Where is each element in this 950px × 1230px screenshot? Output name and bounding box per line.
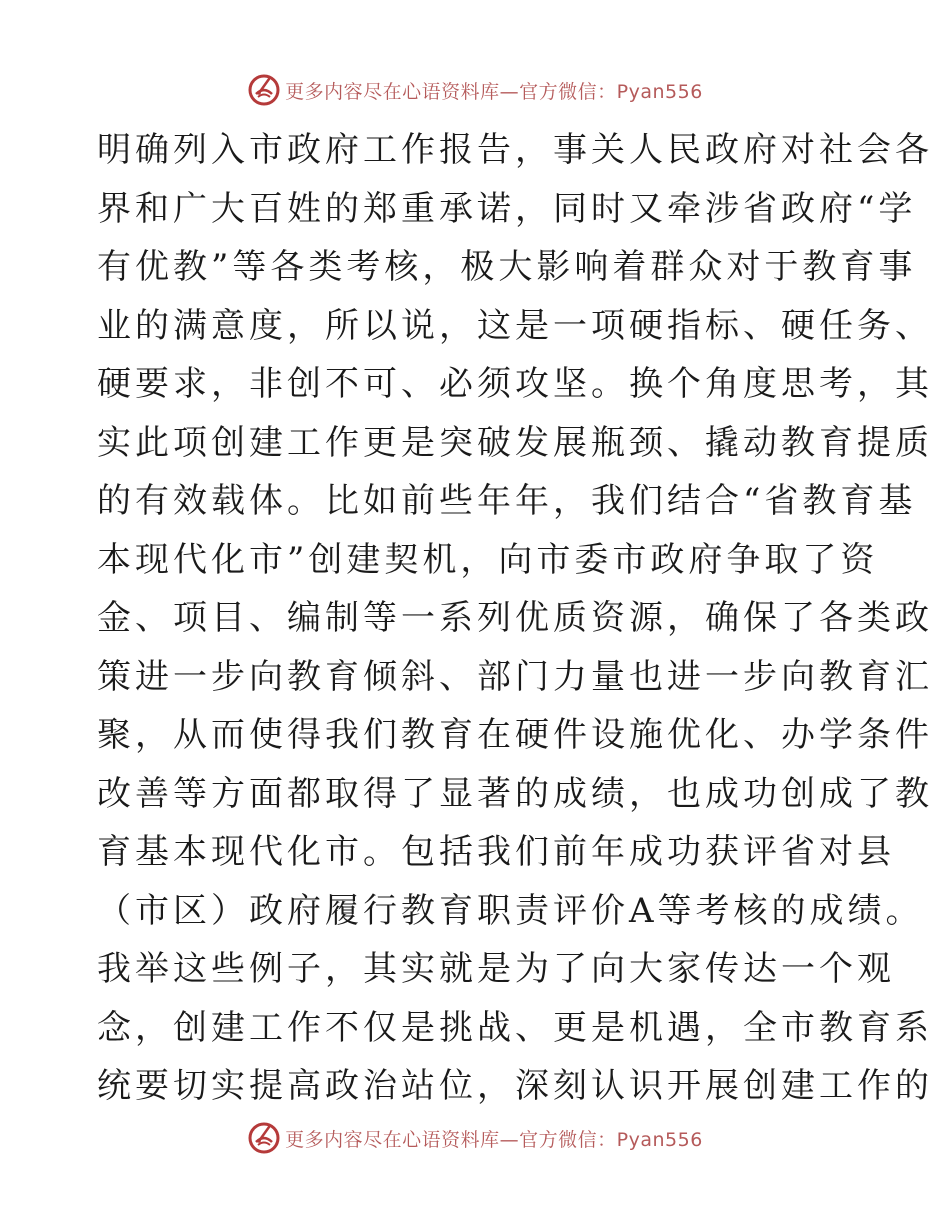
- text-line: 有优教”等各类考核，极大影响着群众对于教育事: [97, 247, 917, 287]
- text-line: （市区）政府履行教育职责评价A等考核的成绩。: [97, 890, 924, 931]
- text-line: 统要切实提高政治站位，深刻认识开展创建工作的: [97, 1066, 933, 1106]
- text-line: 明确列入市政府工作报告，事关人民政府对社会各: [97, 130, 933, 170]
- footer-banner: [0, 1118, 950, 1158]
- header-banner-text: 更多内容尽在心语资料库—官方微信：Pyan556: [285, 80, 703, 103]
- text-line: 聚，从而使得我们教育在硬件设施优化、办学条件: [97, 715, 933, 755]
- header-banner: [0, 70, 950, 110]
- text-line: 我举这些例子，其实就是为了向大家传达一个观: [97, 949, 895, 989]
- text-line: 业的满意度，所以说，这是一项硬指标、硬任务、: [97, 305, 933, 346]
- text-line: 的有效载体。比如前些年年，我们结合“省教育基: [97, 481, 917, 521]
- footer-banner-text: 更多内容尽在心语资料库—官方微信：Pyan556: [285, 1128, 703, 1151]
- text-line: 念，创建工作不仅是挑战、更是机遇，全市教育系: [97, 1007, 933, 1048]
- text-line: 界和广大百姓的郑重承诺，同时又牵涉省政府“学: [97, 188, 917, 229]
- text-line: 本现代化市”创建契机，向市委市政府争取了资: [97, 539, 879, 580]
- text-line: 实此项创建工作更是突破发展瓶颈、撬动教育提质: [97, 422, 933, 463]
- document-body: [97, 121, 933, 1116]
- text-line: 金、项目、编制等一系列优质资源，确保了各类政: [97, 598, 933, 638]
- text-line: 育基本现代化市。包括我们前年成功获评省对县: [97, 832, 895, 872]
- text-line: 硬要求，非创不可、必须攻坚。换个角度思考，其: [97, 364, 933, 404]
- text-line: 改善等方面都取得了显著的成绩，也成功创成了教: [97, 773, 933, 814]
- book-quill-logo-icon: [247, 73, 281, 107]
- book-quill-logo-icon: [247, 1121, 281, 1155]
- text-line: 策进一步向教育倾斜、部门力量也进一步向教育汇: [97, 656, 933, 697]
